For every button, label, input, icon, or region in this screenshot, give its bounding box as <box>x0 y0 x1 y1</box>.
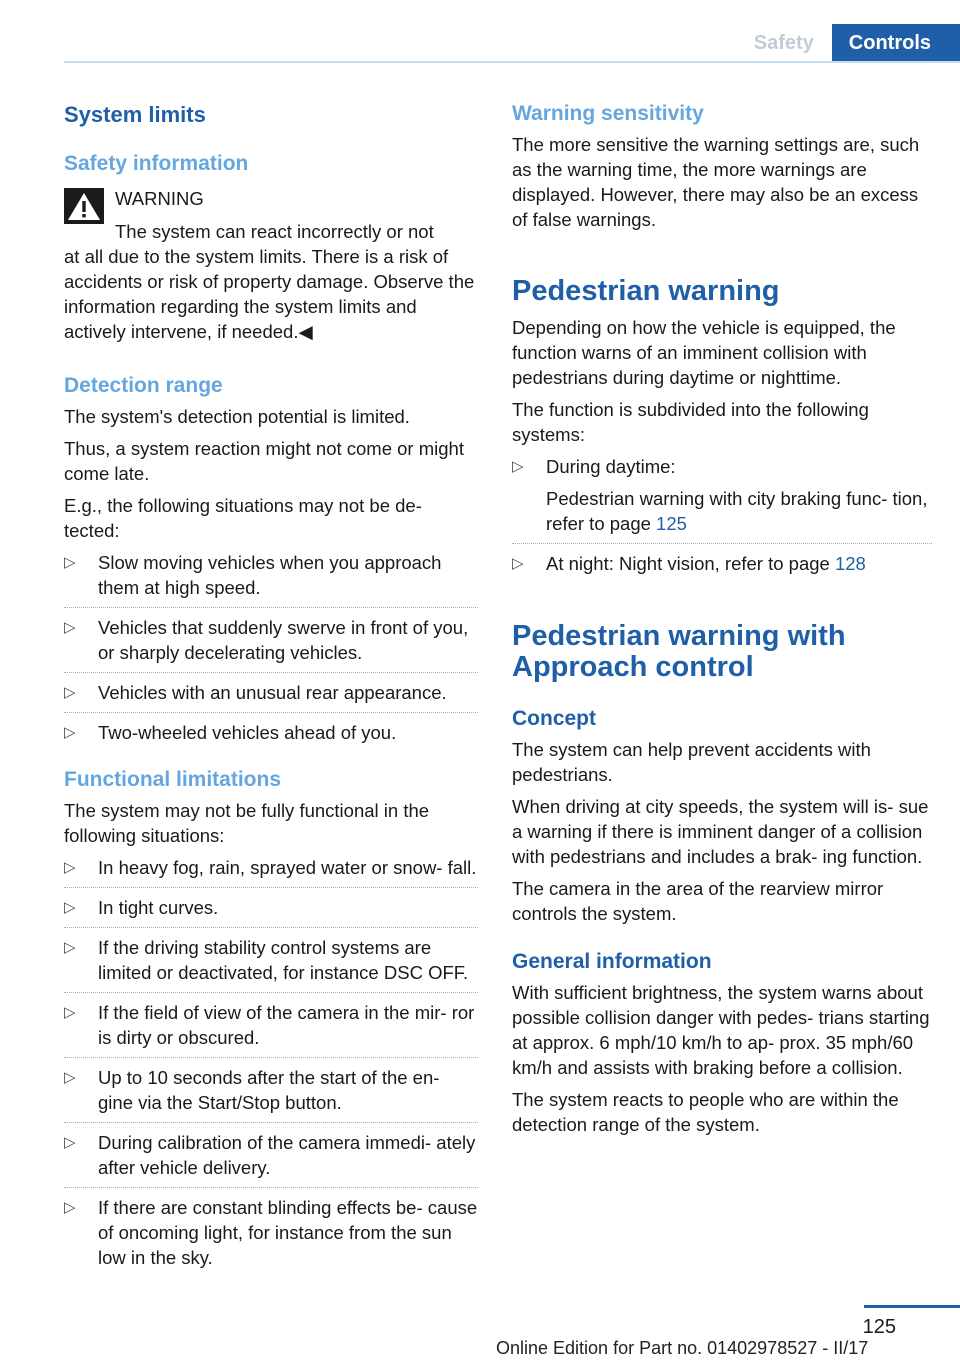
warning-text-rest: at all due to the system limits. There is a risk of accidents or risk of property damage. Observe the information regarding the system limits and actively intervene, if needed.◀ <box>64 246 475 342</box>
tab-safety[interactable]: Safety <box>736 24 832 62</box>
list-item: ▷ In tight curves. <box>64 895 478 928</box>
triangle-right-icon: ▷ <box>64 619 76 636</box>
header-divider <box>64 61 960 63</box>
detection-list <box>64 550 478 752</box>
page-link-128[interactable]: 128 <box>834 553 866 574</box>
triangle-right-icon: ▷ <box>64 859 76 876</box>
general-paragraph-2: The system reacts to people who are within the detection range of the system. <box>512 1089 899 1135</box>
page-link-125[interactable]: 125 <box>656 513 687 534</box>
page-number: 125 <box>862 1316 896 1338</box>
heading-concept: Concept <box>512 707 596 730</box>
header-tabs <box>736 24 960 62</box>
list-item: ▷ If the field of view of the camera in the mir‐ ror is dirty or obscured. <box>64 1000 478 1058</box>
functional-paragraph: The system may not be fully functional in the following situations: <box>64 800 430 846</box>
triangle-right-icon: ▷ <box>64 939 76 956</box>
detection-paragraph-1: The system's detection potential is limited. <box>64 406 410 427</box>
concept-paragraph-1: The system can help prevent accidents with pedestrians. <box>512 739 871 785</box>
triangle-right-icon: ▷ <box>64 899 76 916</box>
triangle-right-icon: ▷ <box>512 555 524 572</box>
functional-list <box>64 855 478 1277</box>
triangle-right-icon: ▷ <box>512 458 524 475</box>
list-item: ▷ Up to 10 seconds after the start of the en‐ gine via the Start/Stop button. <box>64 1065 478 1123</box>
right-column <box>512 100 932 1137</box>
pedestrian-warning-list <box>512 454 932 583</box>
sensitivity-paragraph: The more sensitive the warning settings are, such as the warning time, the more warnings are displayed. However, there may also be an excess of false warnings. <box>512 134 920 230</box>
concept-paragraph-2: When driving at city speeds, the system will is‐ sue a warning if there is imminent danger of a collision with pedestrians and includes a brak‐ ing function. <box>512 796 929 867</box>
warning-box <box>64 186 478 344</box>
list-item: ▷ During daytime: Pedestrian warning with city braking func‐ tion, refer to page 125 <box>512 454 932 544</box>
general-paragraph-1: With sufficient brightness, the system warns about possible collision danger with pedes‐ trians starting at approx. 6 mph/10 km/h to ap‐ prox. 35 mph/60 km/h and assists with braking before a collision. <box>512 982 930 1078</box>
triangle-right-icon: ▷ <box>64 554 76 571</box>
triangle-right-icon: ▷ <box>64 1134 76 1151</box>
list-item: ▷ In heavy fog, rain, sprayed water or snow‐ fall. <box>64 855 478 888</box>
section-title-pedestrian-warning-approach: Pedestrian warning with Approach control <box>512 620 846 683</box>
triangle-right-icon: ▷ <box>64 1069 76 1086</box>
heading-warning-sensitivity: Warning sensitivity <box>512 102 704 125</box>
list-item: ▷ Vehicles with an unusual rear appearance. <box>64 680 478 713</box>
triangle-right-icon: ▷ <box>64 1004 76 1021</box>
list-item: ▷ Two-wheeled vehicles ahead of you. <box>64 722 397 743</box>
heading-safety-information: Safety information <box>64 152 249 175</box>
list-item: ▷ Vehicles that suddenly swerve in front of you, or sharply decelerating vehicles. <box>64 615 478 673</box>
warning-text <box>64 219 478 344</box>
list-item: ▷ At night: Night vision, refer to page 128 <box>512 553 866 574</box>
warning-text-first-line: The system can react incorrectly or not <box>115 221 434 242</box>
list-item: ▷ During calibration of the camera immedi‐ ately after vehicle delivery. <box>64 1130 478 1188</box>
warning-triangle-icon <box>64 188 104 224</box>
footer-divider <box>864 1305 960 1308</box>
list-item: ▷ Slow moving vehicles when you approach them at high speed. <box>64 550 478 608</box>
detection-paragraph-2: Thus, a system reaction might not come or might come late. <box>64 438 464 484</box>
list-item: ▷ If the driving stability control systems are limited or deactivated, for instance DSC OFF. <box>64 935 478 993</box>
edition-footer: Online Edition for Part no. 01402978527 - II/17 <box>496 1338 869 1358</box>
detection-paragraph-3: E.g., the following situations may not be de‐ tected: <box>64 495 422 541</box>
pedestrian-warning-paragraph-2: The function is subdivided into the following systems: <box>512 399 869 445</box>
left-column <box>64 100 478 1284</box>
heading-detection-range: Detection range <box>64 374 223 397</box>
warning-title: WARNING <box>115 188 204 209</box>
triangle-right-icon: ▷ <box>64 1199 76 1216</box>
triangle-right-icon: ▷ <box>64 684 76 701</box>
heading-general-information: General information <box>512 950 712 973</box>
tab-controls[interactable]: Controls <box>832 24 960 62</box>
list-item: ▷ If there are constant blinding effects be‐ cause of oncoming light, for instance from the sun low in the sky. <box>64 1197 478 1268</box>
pedestrian-warning-paragraph-1: Depending on how the vehicle is equipped, the function warns of an imminent collision with pedestrians during daytime or nighttime. <box>512 317 896 388</box>
triangle-right-icon: ▷ <box>64 724 76 741</box>
concept-paragraph-3: The camera in the area of the rearview mirror controls the system. <box>512 878 884 924</box>
heading-functional-limitations: Functional limitations <box>64 768 282 791</box>
section-title-system-limits: System limits <box>64 102 206 127</box>
section-title-pedestrian-warning: Pedestrian warning <box>512 275 780 307</box>
